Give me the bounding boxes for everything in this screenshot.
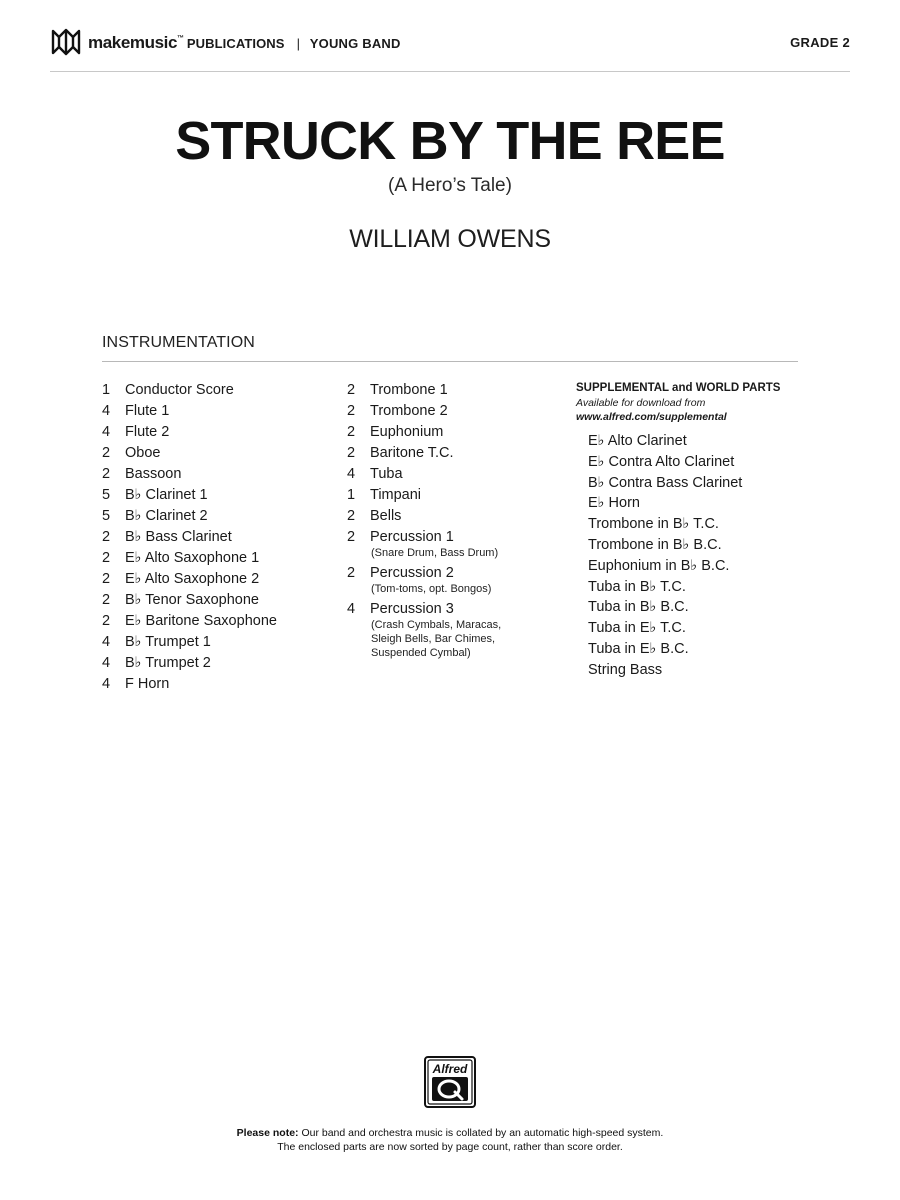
instrument-qty: 4: [347, 466, 356, 482]
instrument-name: B♭ Trumpet 1: [125, 634, 211, 650]
instrument-qty: 2: [347, 508, 356, 524]
instrument-name: E♭ Alto Saxophone 1: [125, 550, 260, 566]
instrument-qty: 5: [102, 508, 111, 524]
makemusic-logo-icon: [50, 26, 82, 58]
instrumentation-heading: INSTRUMENTATION: [102, 334, 255, 351]
instrument-name: B♭ Bass Clarinet: [125, 529, 232, 545]
instrument-qty: 2: [102, 529, 111, 545]
series-label: YOUNG BAND: [309, 36, 401, 51]
supplemental-parts: [576, 381, 781, 678]
instrument-name: Tuba: [370, 466, 403, 482]
alfred-logo-text: Alfred: [432, 1062, 468, 1076]
instrument-name: Euphonium: [370, 424, 444, 440]
supplemental-item: B♭ Contra Bass Clarinet: [588, 474, 743, 491]
footer-note-text-1: Our band and orchestra music is collated by an automatic high-speed system.: [298, 1127, 664, 1139]
instrumentation-divider: [102, 361, 798, 362]
instrument-name: B♭ Tenor Saxophone: [125, 592, 259, 608]
instrument-name: E♭ Alto Saxophone 2: [125, 571, 260, 587]
supplemental-item: Tuba in E♭ B.C.: [588, 640, 689, 657]
instrument-qty: 4: [102, 403, 111, 419]
trademark-mark: ™: [177, 35, 184, 42]
instrument-name: Percussion 2: [370, 565, 454, 581]
supplemental-item: E♭ Contra Alto Clarinet: [588, 453, 735, 470]
instrument-note: (Crash Cymbals, Maracas, Sleigh Bells, Bar Chimes, Suspended Cymbal): [371, 619, 502, 659]
instrument-name: Flute 2: [125, 424, 170, 440]
instrument-name: Trombone 2: [370, 403, 448, 419]
instrument-qty: 2: [102, 592, 111, 608]
supplemental-list: [588, 431, 742, 681]
instrument-name: Timpani: [370, 487, 422, 503]
supplemental-item: String Bass: [588, 661, 663, 678]
supplemental-item: Trombone in B♭ T.C.: [588, 516, 719, 533]
instrument-qty: 2: [102, 550, 111, 566]
instrument-qty: 1: [347, 487, 356, 503]
instrument-qty: 4: [102, 655, 111, 671]
instrument-name: Flute 1: [125, 403, 170, 419]
instrument-name: Percussion 3: [370, 601, 454, 617]
supplemental-item: Tuba in B♭ B.C.: [588, 599, 689, 616]
supplemental-item: Tuba in B♭ T.C.: [588, 578, 686, 595]
page-header: [50, 24, 850, 60]
composer-name: WILLIAM OWENS: [349, 225, 551, 253]
piece-title: STRUCK BY THE REE: [175, 111, 725, 171]
instrument-qty: 5: [102, 487, 111, 503]
instrument-qty: 2: [102, 613, 111, 629]
brand-name: makemusic: [88, 33, 178, 52]
supplemental-item: Trombone in B♭ B.C.: [588, 536, 722, 553]
instrument-name: Trombone 1: [370, 382, 448, 398]
brand-separator: |: [296, 36, 300, 51]
instrument-qty: 4: [102, 634, 111, 650]
instrument-qty: 2: [102, 445, 111, 461]
alfred-logo-icon: [424, 1056, 476, 1108]
footer-note-line-2: The enclosed parts are now sorted by page count, rather than score order.: [277, 1141, 623, 1153]
supplemental-item: Tuba in E♭ T.C.: [588, 620, 686, 637]
instrument-note: (Snare Drum, Bass Drum): [371, 547, 499, 559]
instrument-note: (Tom-toms, opt. Bongos): [371, 583, 492, 595]
instrument-qty: 4: [347, 601, 356, 617]
instrument-name: B♭ Clarinet 2: [125, 508, 208, 524]
instrument-name: F Horn: [125, 676, 170, 692]
instrument-name: B♭ Trumpet 2: [125, 655, 211, 671]
instrument-qty: 2: [347, 403, 356, 419]
instrument-qty: 2: [347, 565, 356, 581]
header-divider: [50, 71, 850, 72]
instrument-name: E♭ Baritone Saxophone: [125, 613, 277, 629]
grade-label: GRADE 2: [790, 35, 850, 50]
brand-publications: PUBLICATIONS: [186, 36, 285, 51]
footer-note: [0, 1126, 900, 1154]
piece-subtitle: (A Hero’s Tale): [388, 175, 512, 196]
instrument-qty: 2: [347, 382, 356, 398]
instrument-qty: 2: [347, 445, 356, 461]
instrument-qty: 2: [102, 466, 111, 482]
supplemental-item: E♭ Alto Clarinet: [588, 433, 687, 449]
instrument-name: Bassoon: [125, 466, 182, 482]
instrument-name: Percussion 1: [370, 529, 454, 545]
footer-note-lead: Please note:: [236, 1127, 299, 1139]
supplemental-url: www.alfred.com/supplemental: [576, 411, 727, 423]
supplemental-availability: Available for download from: [576, 397, 706, 409]
footer-note-line-1: [0, 1126, 900, 1140]
supplemental-title: SUPPLEMENTAL and WORLD PARTS: [576, 382, 781, 394]
instrument-qty: 2: [347, 529, 356, 545]
supplemental-item: E♭ Horn: [588, 495, 640, 512]
instrument-qty: 1: [102, 382, 111, 398]
instrument-qty: 2: [347, 424, 356, 440]
instrument-name: Conductor Score: [125, 382, 234, 398]
supplemental-item: Euphonium in B♭ B.C.: [588, 557, 730, 574]
instrument-qty: 4: [102, 424, 111, 440]
instrument-qty: 4: [102, 676, 111, 692]
brand-line: [88, 33, 401, 53]
instrument-name: Bells: [370, 508, 402, 524]
instrument-name: Oboe: [125, 445, 161, 461]
instrument-name: Baritone T.C.: [370, 445, 454, 461]
instrument-qty: 2: [102, 571, 111, 587]
instrument-name: B♭ Clarinet 1: [125, 487, 208, 503]
